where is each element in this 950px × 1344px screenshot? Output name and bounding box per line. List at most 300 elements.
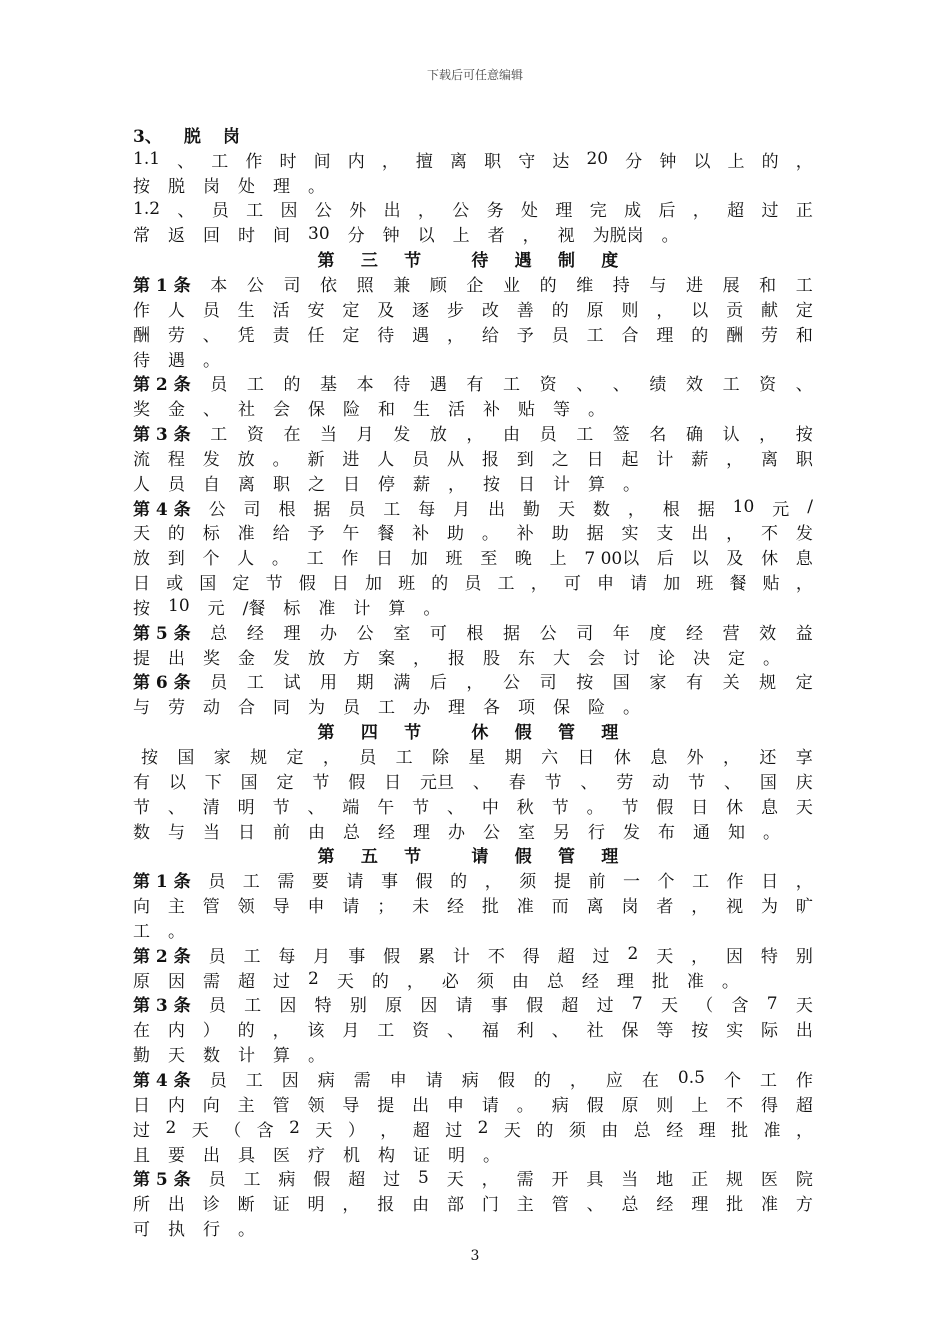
text-token: 、 bbox=[551, 1021, 569, 1042]
text-token: 超 bbox=[412, 1120, 430, 1141]
text-token: 规 bbox=[726, 1170, 743, 1191]
text-token: 、 bbox=[795, 375, 813, 396]
text-token: 公 bbox=[503, 673, 521, 694]
text-token: 理 bbox=[698, 1120, 716, 1141]
text-token: 有 bbox=[685, 673, 703, 694]
text-token: 上 bbox=[549, 549, 567, 570]
text-token: 金 bbox=[238, 648, 255, 669]
text-token: 予 bbox=[307, 524, 325, 545]
text-token: 作 bbox=[795, 1070, 813, 1091]
text-token: 数 bbox=[203, 1046, 220, 1067]
text-token: 贴 bbox=[762, 574, 780, 595]
text-token: 和 bbox=[795, 325, 813, 346]
text-token: 等 bbox=[553, 400, 570, 421]
text-token: 算 bbox=[588, 474, 605, 495]
text-token: 放 bbox=[308, 648, 325, 669]
text-token: 国 bbox=[199, 574, 217, 595]
text-token: 进 bbox=[342, 449, 360, 470]
text-token: 理 bbox=[656, 325, 674, 346]
text-token: 所 bbox=[133, 1195, 150, 1216]
text-token: 休 bbox=[613, 748, 631, 769]
text-token: 节 bbox=[544, 772, 562, 793]
text-token: 职 bbox=[273, 474, 290, 495]
text-token: 2 bbox=[308, 969, 319, 990]
text-token: 日 bbox=[761, 872, 779, 893]
section-heading bbox=[133, 718, 813, 743]
text-token: 元 bbox=[207, 598, 225, 619]
text-token: 算 bbox=[273, 1046, 290, 1067]
text-line bbox=[133, 370, 813, 395]
text-token: 。 bbox=[763, 648, 780, 669]
text-token: 实 bbox=[621, 524, 639, 545]
text-token: 天 bbox=[446, 1170, 464, 1191]
text-token: 假 bbox=[348, 772, 366, 793]
text-token: 由 bbox=[503, 425, 521, 446]
text-token: 准 bbox=[761, 1195, 779, 1216]
text-token: 理 bbox=[448, 698, 465, 719]
text-token: 补 bbox=[483, 400, 500, 421]
text-token: 员 bbox=[348, 499, 366, 520]
text-token: 工 bbox=[586, 325, 604, 346]
text-line bbox=[133, 992, 813, 1017]
text-token: 在 bbox=[133, 1021, 150, 1042]
text-line bbox=[133, 1215, 813, 1240]
text-token: 导 bbox=[272, 897, 290, 918]
text-token: 构 bbox=[378, 1145, 395, 1166]
text-token: 室 bbox=[393, 623, 411, 644]
text-token: 须 bbox=[476, 971, 494, 992]
text-token: 岗 bbox=[222, 126, 240, 147]
text-token: ， bbox=[484, 872, 502, 893]
text-token: 同 bbox=[273, 698, 290, 719]
text-token: 的 bbox=[371, 971, 389, 992]
text-token: ， bbox=[691, 946, 709, 967]
text-token: 依 bbox=[320, 275, 338, 296]
text-token: 助 bbox=[447, 524, 465, 545]
text-token: 。 bbox=[481, 524, 499, 545]
text-token: 由 bbox=[601, 1120, 619, 1141]
text-token: 视 bbox=[557, 226, 575, 247]
text-token: 际 bbox=[761, 1021, 779, 1042]
text-token: 凭 bbox=[237, 325, 255, 346]
text-token: 出 bbox=[203, 1145, 220, 1166]
text-token: 钟 bbox=[382, 226, 400, 247]
text-token: ， bbox=[627, 499, 645, 520]
text-token: 遇 bbox=[168, 350, 185, 371]
text-line bbox=[133, 917, 813, 942]
text-token: 股 bbox=[483, 648, 500, 669]
text-token: 日 bbox=[586, 449, 604, 470]
text-token: 据 bbox=[313, 499, 331, 520]
text-token: 、 bbox=[576, 375, 594, 396]
text-token: 假 bbox=[497, 1070, 515, 1091]
text-token: 照 bbox=[356, 275, 374, 296]
text-token: 内 bbox=[167, 1021, 185, 1042]
text-line bbox=[133, 942, 813, 967]
text-line bbox=[133, 395, 813, 420]
text-token: 向 bbox=[133, 897, 150, 918]
text-token: 室 bbox=[518, 822, 535, 843]
text-token: 根 bbox=[662, 499, 680, 520]
text-token: 上 bbox=[452, 226, 470, 247]
text-token: 因 bbox=[279, 996, 297, 1017]
text-token: 方 bbox=[795, 1195, 813, 1216]
text-token: 后 bbox=[656, 549, 674, 570]
text-token: 工 bbox=[377, 1021, 395, 1042]
text-token: 到 bbox=[167, 549, 185, 570]
text-token: 生 bbox=[237, 300, 255, 321]
text-line bbox=[133, 1141, 813, 1166]
text-token: 间 bbox=[273, 226, 290, 247]
text-token: 第 三 节 bbox=[317, 251, 432, 272]
text-line bbox=[133, 172, 813, 197]
text-token: 脱 bbox=[183, 126, 201, 147]
text-token: 经 bbox=[685, 623, 703, 644]
text-token: 动 bbox=[203, 698, 220, 719]
text-token: 天 bbox=[336, 971, 354, 992]
text-token: 不 bbox=[726, 1095, 744, 1116]
text-token: 实 bbox=[726, 1021, 744, 1042]
text-token: 员 bbox=[343, 698, 360, 719]
text-token: 请 假 管 理 bbox=[471, 847, 629, 868]
text-token: 超 bbox=[795, 1095, 813, 1116]
text-token: 用 bbox=[320, 673, 338, 694]
text-token: 算 bbox=[388, 598, 406, 619]
text-token: 后 bbox=[658, 201, 676, 222]
text-token: 员 bbox=[359, 748, 377, 769]
text-token: 院 bbox=[795, 1170, 813, 1191]
text-token: ， bbox=[656, 300, 674, 321]
text-token: 按 bbox=[133, 176, 150, 197]
text-token: 常 bbox=[133, 226, 150, 247]
text-token: 另 bbox=[553, 822, 570, 843]
text-token: 通 bbox=[693, 822, 710, 843]
text-token: 工 bbox=[759, 1070, 777, 1091]
text-token: 上 bbox=[691, 1095, 709, 1116]
text-token: 离 bbox=[586, 897, 604, 918]
text-line bbox=[133, 420, 813, 445]
text-token: 逐 bbox=[412, 300, 430, 321]
text-token: 节 bbox=[412, 797, 430, 818]
text-token: 分 bbox=[347, 226, 365, 247]
text-token: 各 bbox=[483, 698, 500, 719]
text-token: 每 bbox=[278, 946, 296, 967]
text-token: 行 bbox=[203, 1220, 220, 1241]
text-token: 活 bbox=[272, 300, 290, 321]
text-token: 签 bbox=[612, 425, 630, 446]
text-token: 据 bbox=[697, 499, 715, 520]
text-token: ， bbox=[723, 748, 740, 769]
text-token: 规 bbox=[759, 673, 777, 694]
text-token: 假 bbox=[313, 1170, 331, 1191]
text-token: 贡 bbox=[726, 300, 744, 321]
text-line bbox=[133, 594, 813, 619]
text-token: 与 bbox=[168, 822, 185, 843]
text-token: 根 bbox=[466, 623, 484, 644]
text-token: 起 bbox=[621, 449, 639, 470]
text-token: 原 bbox=[586, 300, 604, 321]
text-token: 满 bbox=[393, 673, 411, 694]
text-token: 天 bbox=[795, 996, 813, 1017]
text-token: 的 bbox=[237, 1021, 255, 1042]
text-token: 补 bbox=[516, 524, 534, 545]
text-token: 由 bbox=[412, 1195, 430, 1216]
text-token: 因 bbox=[281, 1070, 299, 1091]
text-token: 办 bbox=[413, 698, 430, 719]
text-token: 应 bbox=[605, 1070, 623, 1091]
text-token: 事 bbox=[348, 946, 366, 967]
text-token: 月 bbox=[453, 499, 471, 520]
text-token: 项 bbox=[518, 698, 535, 719]
text-line bbox=[133, 470, 813, 495]
text-token: 司 bbox=[243, 499, 261, 520]
text-token: 具 bbox=[238, 1145, 255, 1166]
text-token: 保 bbox=[553, 698, 570, 719]
text-token: 。 bbox=[661, 226, 679, 247]
text-token: 以 bbox=[691, 300, 709, 321]
text-token: ， bbox=[481, 1170, 499, 1191]
text-token: 未 bbox=[412, 897, 430, 918]
text-token: 主 bbox=[516, 1195, 534, 1216]
text-token: 第 5 条 bbox=[133, 623, 191, 644]
text-token: 补 bbox=[412, 524, 430, 545]
text-token: ， bbox=[272, 1021, 290, 1042]
text-token: 总 bbox=[621, 1195, 639, 1216]
text-token: 且 bbox=[133, 1145, 150, 1166]
text-token: 以 bbox=[691, 549, 709, 570]
text-token: 公 bbox=[452, 201, 470, 222]
text-token: 定 bbox=[795, 673, 813, 694]
text-token: 领 bbox=[307, 1095, 325, 1116]
text-token: 不 bbox=[761, 524, 779, 545]
text-token: 计 bbox=[238, 1046, 255, 1067]
text-token: 原 bbox=[385, 996, 403, 1017]
text-token: 7 bbox=[631, 993, 643, 1014]
text-token: / bbox=[807, 497, 813, 518]
text-token: 加 bbox=[364, 574, 382, 595]
text-token: 超 bbox=[557, 946, 575, 967]
text-token: 回 bbox=[203, 226, 220, 247]
text-token: 明 bbox=[307, 1195, 325, 1216]
text-token: 公 bbox=[356, 623, 374, 644]
text-token: 申 bbox=[307, 897, 325, 918]
text-token: 超 bbox=[238, 971, 255, 992]
text-token: 工 bbox=[378, 698, 395, 719]
text-token: 达 bbox=[552, 151, 570, 172]
text-token: 节 bbox=[133, 797, 150, 818]
text-token: 效 bbox=[759, 623, 777, 644]
text-token: 。 bbox=[483, 1145, 500, 1166]
text-token: 超 bbox=[561, 996, 579, 1017]
text-token: 则 bbox=[656, 1095, 674, 1116]
text-token: 员 bbox=[168, 474, 185, 495]
text-token: 过 bbox=[383, 1170, 401, 1191]
text-token: 。 bbox=[763, 822, 780, 843]
text-line bbox=[133, 793, 813, 818]
text-token: 和 bbox=[759, 275, 777, 296]
text-token: 秋 bbox=[516, 797, 534, 818]
text-token: 益 bbox=[795, 623, 813, 644]
text-token: 理 bbox=[555, 201, 573, 222]
text-token: 自 bbox=[203, 474, 220, 495]
text-token: 正 bbox=[691, 1170, 709, 1191]
text-token: 申 bbox=[447, 1095, 465, 1116]
text-token: 第 2 条 bbox=[133, 946, 191, 967]
text-token: 离 bbox=[238, 474, 255, 495]
text-token: 外 bbox=[686, 748, 704, 769]
text-token: 导 bbox=[342, 1095, 360, 1116]
text-token: 资 bbox=[759, 375, 777, 396]
text-line bbox=[133, 1165, 813, 1190]
text-token: 经 bbox=[378, 822, 395, 843]
text-token: 累 bbox=[418, 946, 436, 967]
text-token: 需 bbox=[353, 1070, 371, 1091]
text-token: 。 bbox=[271, 549, 289, 570]
text-token: 假 bbox=[415, 872, 433, 893]
text-token: ， bbox=[447, 325, 465, 346]
text-token: 过 bbox=[761, 201, 779, 222]
text-token: 天 bbox=[795, 797, 813, 818]
text-token: ， bbox=[692, 201, 710, 222]
text-token: 理 bbox=[413, 822, 430, 843]
text-token: 含 bbox=[256, 1120, 274, 1141]
text-token: 下 bbox=[204, 772, 222, 793]
text-token: 疗 bbox=[308, 1145, 325, 1166]
text-token: 遇 bbox=[429, 375, 447, 396]
text-token: 职 bbox=[795, 449, 813, 470]
text-token: 与 bbox=[649, 275, 667, 296]
text-line bbox=[133, 520, 813, 545]
text-token: 经 bbox=[666, 1120, 684, 1141]
text-token: ； bbox=[377, 897, 395, 918]
text-token: 之 bbox=[551, 449, 569, 470]
text-token: 进 bbox=[685, 275, 703, 296]
text-token: 外 bbox=[349, 201, 367, 222]
text-token: 安 bbox=[307, 300, 325, 321]
text-token: 由 bbox=[511, 971, 529, 992]
text-token: 酬 bbox=[726, 325, 744, 346]
text-token: 效 bbox=[685, 375, 703, 396]
text-token: 、 bbox=[177, 151, 195, 172]
text-token: 发 bbox=[795, 524, 813, 545]
text-token: ， bbox=[795, 574, 813, 595]
text-token: 在 bbox=[641, 1070, 659, 1091]
text-token: 当 bbox=[621, 1170, 639, 1191]
text-token: 和 bbox=[378, 400, 395, 421]
text-token: 旷 bbox=[795, 897, 813, 918]
text-line bbox=[133, 1190, 813, 1215]
text-token: 餐 bbox=[377, 524, 395, 545]
text-token: 门 bbox=[481, 1195, 499, 1216]
text-token: 总 bbox=[210, 623, 228, 644]
text-token: 资 bbox=[539, 375, 557, 396]
text-token: 工 bbox=[243, 946, 261, 967]
text-token: 第 5 条 bbox=[133, 1170, 191, 1191]
text-line bbox=[133, 967, 813, 992]
text-token: 、 bbox=[177, 201, 195, 222]
text-token: 假 bbox=[586, 1095, 604, 1116]
text-token: 证 bbox=[272, 1195, 290, 1216]
text-token: 以 bbox=[168, 772, 186, 793]
text-token: 东 bbox=[518, 648, 535, 669]
text-token: 诊 bbox=[202, 1195, 220, 1216]
text-token: 日 bbox=[384, 772, 402, 793]
text-token: 出 bbox=[691, 524, 709, 545]
text-token: 原 bbox=[621, 1095, 639, 1116]
text-token: 经 bbox=[581, 971, 599, 992]
text-token: 的 bbox=[450, 872, 468, 893]
text-token: ， bbox=[759, 425, 777, 446]
text-token: 申 bbox=[389, 1070, 407, 1091]
text-token: 按 bbox=[133, 598, 150, 619]
text-token: 天 bbox=[133, 524, 150, 545]
text-token: 批 bbox=[651, 971, 669, 992]
text-token: 。 bbox=[423, 598, 441, 619]
text-token: 管 bbox=[551, 1195, 569, 1216]
text-token: 计 bbox=[553, 474, 570, 495]
text-token: 主 bbox=[237, 1095, 255, 1116]
text-token: 一 bbox=[622, 872, 640, 893]
text-token: 休 bbox=[761, 549, 779, 570]
text-token: 请 bbox=[425, 1070, 443, 1091]
text-token: 认 bbox=[722, 425, 740, 446]
text-token: 元 bbox=[772, 499, 790, 520]
text-token: 的 bbox=[539, 275, 557, 296]
text-token: 个 bbox=[202, 549, 220, 570]
text-line bbox=[133, 619, 813, 644]
text-token: 总 bbox=[633, 1120, 651, 1141]
text-token: 作 bbox=[726, 872, 744, 893]
text-token: 关 bbox=[722, 673, 740, 694]
text-line bbox=[133, 1116, 813, 1141]
text-token: 待 bbox=[133, 350, 150, 371]
text-token: 开 bbox=[551, 1170, 569, 1191]
text-token: 提 bbox=[133, 648, 150, 669]
text-token: 因 bbox=[280, 201, 298, 222]
text-token: 病 bbox=[278, 1170, 296, 1191]
text-token: 、 bbox=[203, 400, 220, 421]
text-token: 改 bbox=[481, 300, 499, 321]
text-token: 7 bbox=[766, 993, 778, 1014]
text-token: 以 bbox=[417, 226, 435, 247]
text-token: 除 bbox=[432, 748, 449, 769]
text-token: 待 bbox=[393, 375, 411, 396]
text-token: 报 bbox=[481, 449, 499, 470]
text-token: 。 bbox=[588, 400, 605, 421]
text-token: 资 bbox=[412, 1021, 430, 1042]
text-token: 定 bbox=[276, 772, 294, 793]
text-token: 超 bbox=[348, 1170, 366, 1191]
text-token: 30 bbox=[308, 223, 330, 244]
text-token: 确 bbox=[685, 425, 703, 446]
text-token: 天 bbox=[315, 1120, 333, 1141]
text-token: 管 bbox=[272, 1095, 290, 1116]
text-token: 讨 bbox=[623, 648, 640, 669]
text-token: 息 bbox=[795, 549, 813, 570]
text-token: 在 bbox=[283, 425, 301, 446]
text-token: 月 bbox=[356, 425, 374, 446]
text-token: 第 2 条 bbox=[133, 375, 191, 396]
text-token: 准 bbox=[686, 971, 704, 992]
text-token: 按 bbox=[141, 748, 158, 769]
text-token: 贴 bbox=[518, 400, 535, 421]
text-token: 定 bbox=[795, 300, 813, 321]
text-line bbox=[133, 544, 813, 569]
text-token: 则 bbox=[621, 300, 639, 321]
text-token: 星 bbox=[468, 748, 486, 769]
text-token: 规 bbox=[250, 748, 268, 769]
text-token: 第 4 条 bbox=[133, 499, 191, 520]
